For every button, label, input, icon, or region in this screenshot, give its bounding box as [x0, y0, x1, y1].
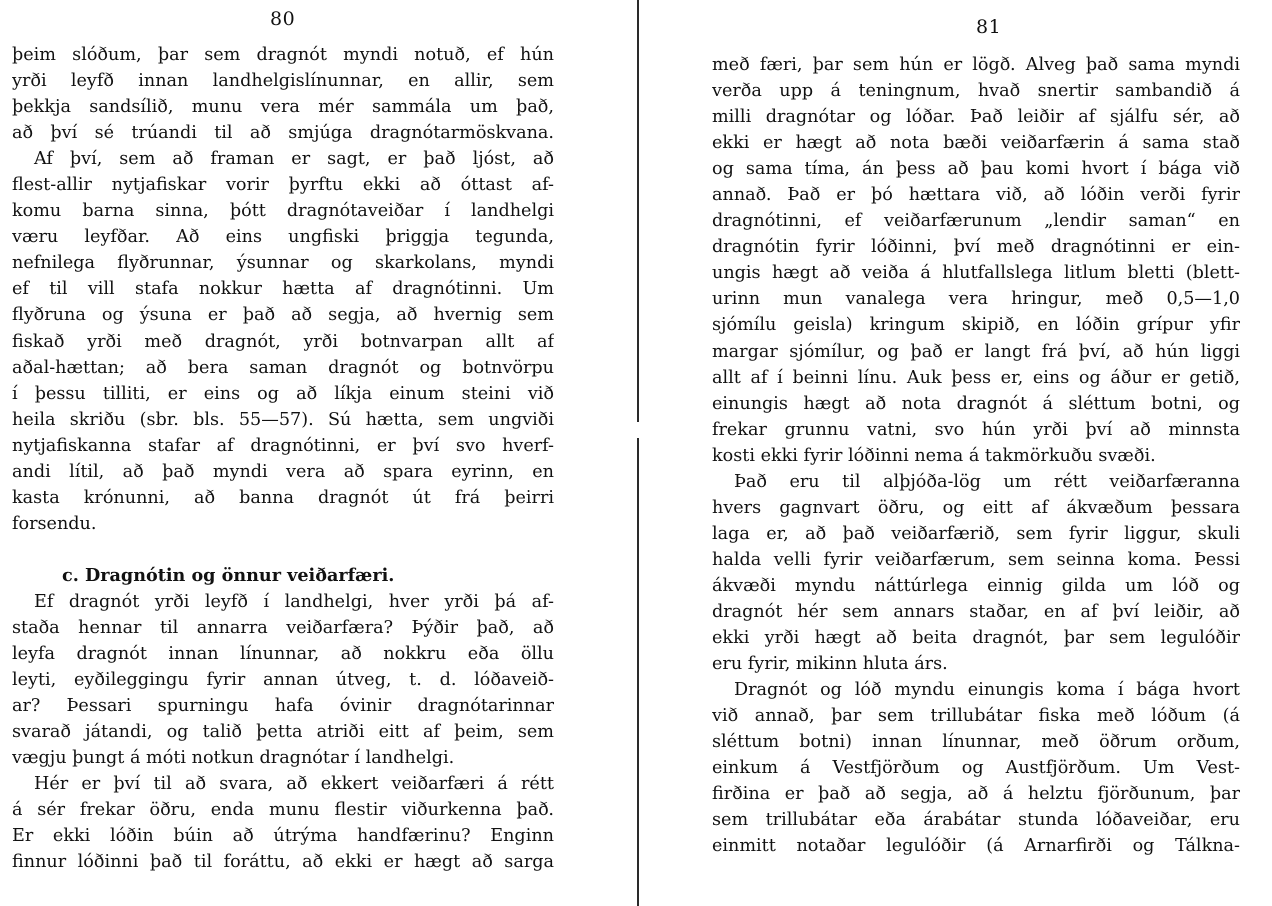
text-line: dragnótin fyrir lóðinni, því með dragnótinni er ein- — [712, 237, 1240, 258]
text-line: einungis hægt að nota dragnót á sléttum botni, og — [712, 393, 1240, 414]
text-line: leyti, eyðileggingu fyrir annan útveg, t. d. lóðaveið- — [12, 670, 554, 691]
text-line: yrði leyfð innan landhelgislínunnar, en allir, sem — [12, 71, 554, 92]
text-line: heila skriðu (sbr. bls. 55—57). Sú hætta, sem ungviði — [12, 409, 554, 430]
text-line: leyfa dragnót innan línunnar, að nokkru eða öllu — [12, 644, 554, 665]
text-line: milli dragnótar og lóðar. Það leiðir af sjálfu sér, að — [712, 107, 1240, 128]
text-line: vægju þungt á móti notkun dragnótar í landhelgi. — [12, 748, 455, 769]
text-line: aðal-hættan; að bera saman dragnót og botnvörpu — [12, 357, 554, 378]
text-line: væru leyfðar. Að eins ungfiski þriggja tegunda, — [12, 227, 554, 248]
text-line: ákvæði myndu náttúrlega einnig gilda um lóð og — [712, 575, 1240, 596]
text-line: margar sjómílur, og það er langt frá því, að hún liggi — [712, 341, 1240, 362]
text-line: halda velli fyrir veiðarfærum, sem seinna koma. Þessi — [712, 549, 1240, 570]
section-heading: c. Dragnótin og önnur veiðarfæri. — [62, 564, 395, 586]
text-line: og sama tíma, án þess að þau komi hvort í bága við — [712, 159, 1240, 180]
text-line — [12, 537, 554, 563]
text-line: þeim slóðum, þar sem dragnót myndi notuð, ef hún — [12, 45, 554, 65]
text-line: kasta krónunni, að banna dragnót út frá þeirri — [12, 487, 554, 508]
text-line: dragnótinni, ef veiðarfærunum „lendir saman“ en — [712, 211, 1240, 232]
text-line: eru fyrir, mikinn hluta árs. — [712, 654, 948, 675]
text-line: Af því, sem að framan er sagt, er það ljóst, að — [34, 149, 554, 170]
text-line: allt af í beinni línu. Auk þess er, eins og áður er getið, — [712, 367, 1240, 388]
text-line: svarað játandi, og talið þetta atriði eitt af þeim, sem — [12, 722, 554, 743]
text-line: nefnilega flyðrunnar, ýsunnar og skarkolans, myndi — [12, 253, 554, 274]
text-line: ekki er hægt að nota bæði veiðarfærin á sama stað — [712, 133, 1240, 154]
text-line: við annað, þar sem trillubátar fiska með lóðum (á — [712, 706, 1240, 727]
text-line: kosti ekki fyrir lóðinni nema á takmörkuðu svæði. — [712, 445, 1156, 466]
text-line: Það eru til alþjóða-lög um rétt veiðarfæranna — [734, 471, 1240, 492]
text-line: Hér er því til að svara, að ekkert veiðarfæri á rétt — [34, 774, 554, 795]
text-line: í þessu tilliti, er eins og að líkja einum steini við — [12, 383, 554, 404]
text-line: ungis hægt að veiða á hlutfallslega litlum bletti (blett- — [712, 263, 1240, 284]
left-page — [0, 0, 620, 906]
text-line: ef til vill stafa nokkur hætta af dragnótinni. Um — [12, 279, 554, 300]
text-line: á sér frekar öðru, enda munu flestir viðurkenna það. — [12, 800, 554, 821]
text-line: firðina er það að segja, að á helztu fjörðunum, þar — [712, 784, 1240, 805]
text-line: Ef dragnót yrði leyfð í landhelgi, hver yrði þá af- — [34, 591, 554, 612]
text-line: nytjafiskanna stafar af dragnótinni, er því svo hverf- — [12, 435, 554, 456]
text-line: frekar grunnu vatni, svo hún yrði því að minnsta — [712, 419, 1240, 440]
text-line: sjómílu geisla) kringum skipið, en lóðin grípur yfir — [712, 315, 1240, 336]
text-line: hvers gagnvart öðru, og eitt af ákvæðum þessara — [712, 497, 1240, 518]
text-line: flest-allir nytjafiskar vorir þyrftu ekki að óttast af- — [12, 175, 554, 196]
text-line: verða upp á teningnum, hvað snertir sambandið á — [712, 81, 1240, 102]
text-line: þekkja sandsílið, munu vera mér sammála um það, — [12, 97, 554, 118]
text-line: sléttum botni) innan línunnar, með öðrum orðum, — [712, 732, 1240, 753]
text-line: staða hennar til annarra veiðarfæra? Þýðir það, að — [12, 618, 554, 639]
text-line: Dragnót og lóð myndu einungis koma í bága hvort — [734, 680, 1240, 701]
text-line: Er ekki lóðin búin að útrýma handfærinu? Enginn — [12, 826, 554, 847]
gutter-gap — [636, 422, 640, 438]
text-line: komu barna sinna, þótt dragnótaveiðar í landhelgi — [12, 201, 554, 222]
book-gutter — [637, 0, 639, 906]
text-line: annað. Það er þó hættara við, að lóðin verði fyrir — [712, 185, 1240, 206]
text-line: einkum á Vestfjörðum og Austfjörðum. Um Vest- — [712, 758, 1240, 779]
right-page-text — [712, 52, 1240, 859]
text-line: flyðruna og ýsuna er það að segja, að hvernig sem — [12, 305, 554, 326]
text-line: ekki yrði hægt að beita dragnót, þar sem legulóðir — [712, 628, 1240, 649]
text-line: sem trillubátar eða árabátar stunda lóðaveiðar, eru — [712, 810, 1240, 831]
text-line: einmitt notaðar legulóðir (á Arnarfirði og Tálkna- — [712, 836, 1240, 857]
page-number-left: 80 — [270, 8, 296, 30]
page-number-right: 81 — [976, 16, 1002, 38]
left-page-text — [12, 42, 554, 876]
text-line: laga er, að það veiðarfærið, sem fyrir liggur, skuli — [712, 523, 1240, 544]
text-line: forsendu. — [12, 513, 97, 534]
text-line: fiskað yrði með dragnót, yrði botnvarpan allt af — [12, 331, 554, 352]
text-line: með færi, þar sem hún er lögð. Alveg það sama myndi — [712, 55, 1240, 75]
text-line: dragnót hér sem annars staðar, en af því leiðir, að — [712, 601, 1240, 622]
right-page — [680, 0, 1272, 906]
text-line: ar? Þessari spurningu hafa óvinir dragnótarinnar — [12, 696, 554, 717]
text-line: urinn mun vanalega vera hringur, með 0,5—1,0 — [712, 289, 1240, 310]
text-line: finnur lóðinni það til foráttu, að ekki er hægt að sarga — [12, 852, 554, 873]
text-line: að því sé trúandi til að smjúga dragnótarmöskvana. — [12, 123, 554, 144]
text-line: andi lítil, að það myndi vera að spara eyrinn, en — [12, 461, 554, 482]
